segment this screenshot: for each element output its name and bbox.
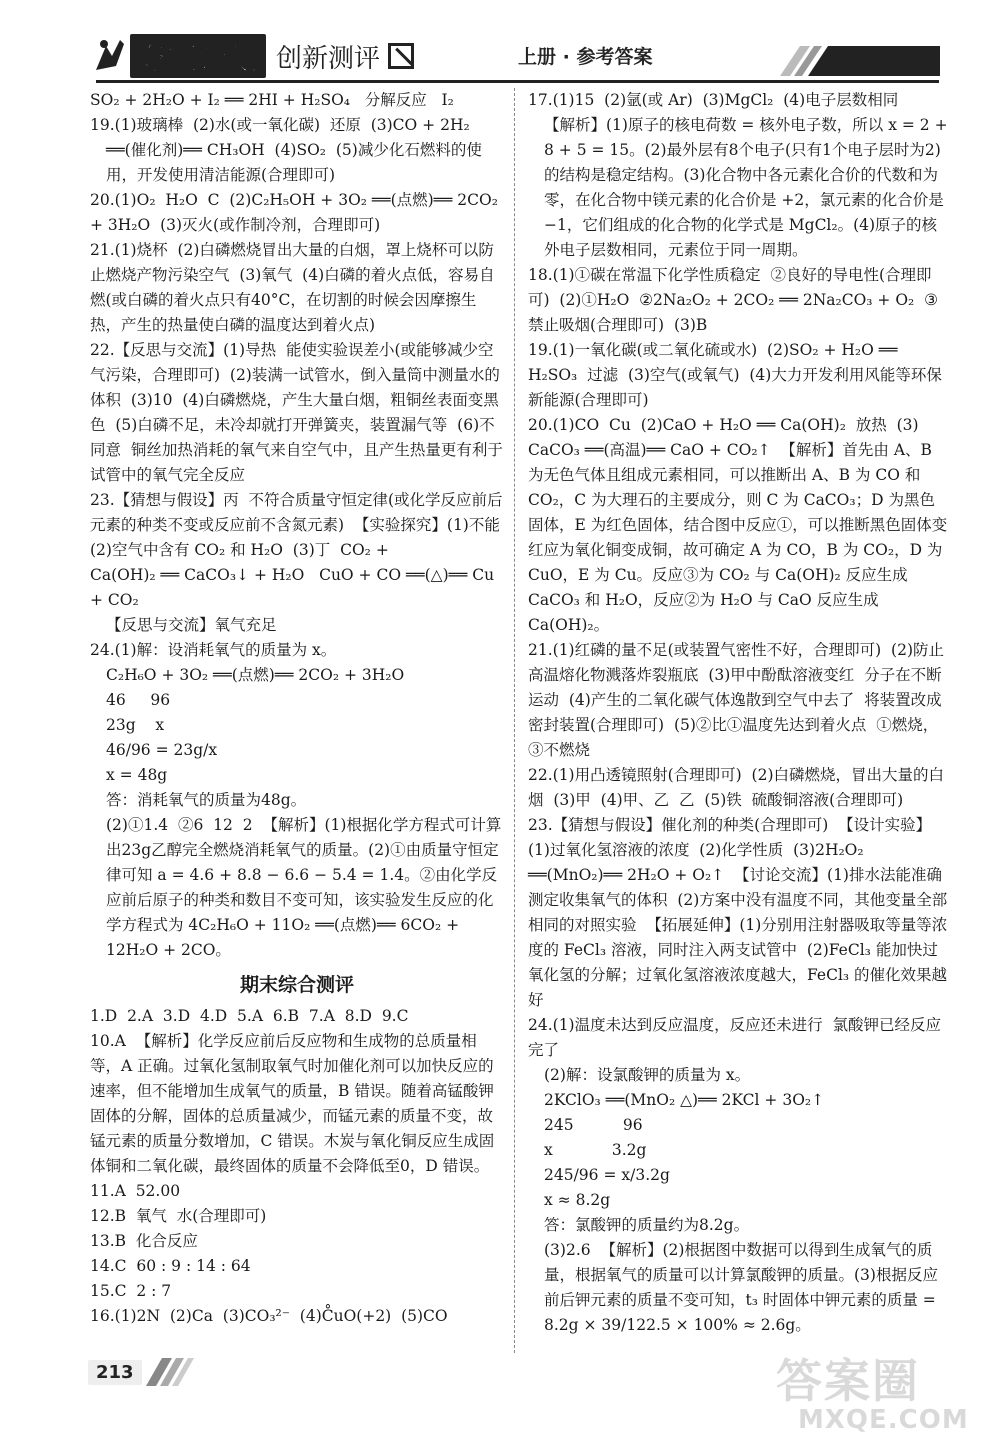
answer-11: 11.A 52.00 bbox=[90, 1182, 181, 1200]
answer-23: 23.【猜想与假设】丙 不符合质量守恒定律(或化学反应前后元素的种类不变或反应前不含氮元素) 【实验探究】(1)不能 (2)空气中含有 CO₂ 和 H₂O (3)丁 CO₂ + bbox=[90, 491, 510, 559]
watermark-text: 答案圈 bbox=[776, 1354, 920, 1408]
equation-line: Ca(OH)₂ ══ CaCO₃↓ + H₂O CuO + CO ══(△)══ Cu + CO₂ bbox=[90, 566, 500, 609]
mascot-icon bbox=[90, 36, 130, 76]
answer-22: 22.(1)用凸透镜照射(合理即可) (2)白磷燃烧，冒出大量的白烟 (3)甲 (4)甲、乙 乙 (5)铁 硫酸铜溶液(合理即可) bbox=[528, 766, 945, 809]
header-rule bbox=[96, 80, 939, 83]
answer-line: SO₂ + 2H₂O + I₂ ══ 2HI + H₂SO₄ 分解反应 I₂ bbox=[90, 91, 454, 109]
footer-stripes-icon bbox=[146, 1358, 226, 1386]
calc-line: x 3.2g bbox=[544, 1141, 647, 1159]
answer-24: 24.(1)温度未达到反应温度，反应还未进行 氯酸钾已经反应完了 bbox=[528, 1016, 941, 1059]
brand-logo bbox=[90, 36, 414, 76]
calc-line: x ≈ 8.2g bbox=[544, 1191, 611, 1209]
right-column bbox=[528, 88, 953, 1338]
page-header bbox=[0, 0, 1000, 90]
calc-answer: 答：消耗氧气的质量为48g。 bbox=[106, 791, 307, 809]
answer-23-cont: 【反思与交流】氧气充足 bbox=[106, 616, 277, 634]
answer-13: 13.B 化合反应 bbox=[90, 1232, 198, 1250]
decorative-stripes-icon bbox=[780, 46, 940, 76]
answer-23-cont: ══(MnO₂)══ 2H₂O + O₂↑ 【讨论交流】(1)排水法能准确测定收集氧气的体积 (2)方案中没有温度不同，其他变量全部相同的对照实验 【拓展延伸】(1)分别用注射器吸取等量等浓度的 FeCl₃ 溶液，同时注入两支试管中 (2)FeCl₃ 能加快过氧化氢的分解；过氧化氢溶液浓度越大，FeCl₃ 的催化效果越好 bbox=[528, 866, 948, 1009]
answer-21: 21.(1)烧杯 (2)白磷燃烧冒出大量的白烟，罩上烧杯可以防止燃烧产物污染空气 (3)氧气 (4)白磷的着火点低，容易自燃(或白磷的着火点只有40°C，在切割的时候会因摩擦生热，产生的热量使白磷的温度达到着火点) bbox=[90, 241, 495, 334]
calc-line: 46/96 = 23g/x bbox=[106, 741, 218, 759]
logo-sub-text: 创新测评 bbox=[276, 43, 381, 74]
watermark-url: MXQE.COM bbox=[798, 1405, 969, 1435]
page-footer bbox=[88, 1356, 226, 1388]
answer-20: 20.(1)CO Cu (2)CaO + H₂O ══ Ca(OH)₂ 放热 (3) bbox=[528, 416, 919, 434]
answer-19: 19.(1)玻璃棒 (2)水(或一氧化碳) 还原 (3)CO + 2H₂ bbox=[90, 116, 470, 134]
column-divider bbox=[514, 88, 515, 1353]
answer-21: 21.(1)红磷的量不足(或装置气密性不好，合理即可) (2)防止高温熔化物溅落炸裂瓶底 (3)甲中酚酞溶液变红 分子在不断运动 (4)产生的二氧化碳气体逸散到空气中去了 将装置改成密封装置(合理即可) (5)②比①温度先达到着火点 ①燃烧，③不燃烧 bbox=[528, 641, 945, 759]
answers-1-9: 1.D 2.A 3.D 4.D 5.A 6.B 7.A 8.D 9.C bbox=[90, 1007, 409, 1025]
answer-24: 24.(1)解：设消耗氧气的质量为 x。 bbox=[90, 641, 337, 659]
answer-17: 17.(1)15 (2)氩(或 Ar) (3)MgCl₂ (4)电子层数相同 bbox=[528, 91, 899, 109]
answer-24-part3: (3)2.6 【解析】(2)根据图中数据可以得到生成氧气的质量，根据氧气的质量可以计算氯酸钾的质量。(3)根据反应前后钾元素的质量不变可知，t₃ 时固体中钾元素的质量 = 8.2g × 39/122.5 × 100% ≈ 2.6g。 bbox=[544, 1241, 941, 1334]
watermark bbox=[770, 1345, 980, 1440]
answer-10: 10.A 【解析】化学反应前后反应物和生成物的总质量相等，A 正确。过氧化氢制取氧气时加催化剂可以加快反应的速率，但不能增加生成氧气的质量，B 错误。随着高锰酸钾固体的分解，固体的总质量减少，而锰元素的质量不变，故锰元素的质量分数增加，C 错误。木炭与氧化铜反应生成固体铜和二氧化碳，最终固体的质量不会降低至0，D 错误。 bbox=[90, 1032, 495, 1175]
page-number: 213 bbox=[88, 1360, 142, 1385]
answer-19: 19.(1)一氧化碳(或二氧化硫或水) (2)SO₂ + H₂O ══ H₂SO₃ 过滤 (3)空气(或氧气) (4)大力开发利用风能等环保新能源(合理即可) bbox=[528, 341, 942, 409]
calc-line: 245 96 bbox=[544, 1116, 643, 1134]
header-title: 上册 · 参考答案 bbox=[518, 46, 653, 68]
answer-22: 22.【反思与交流】(1)导热 能使实验误差小(或能够减少空气污染，合理即可) (2)装满一试管水，倒入量筒中测量水的体积 (3)10 (4)白磷燃烧，产生大量白烟，粗铜丝表面变黑色 (5)白磷不足，未冷却就打开弹簧夹，装置漏气等 (6)不同意 铜丝加热消耗的氧气来自空气中，且产生热量更有利于试管中的氧气完全反应 bbox=[90, 341, 503, 484]
checkbox-mark-icon bbox=[388, 43, 414, 69]
calc-answer: 答：氯酸钾的质量约为8.2g。 bbox=[544, 1216, 750, 1234]
left-column bbox=[90, 88, 510, 1329]
answer-20-analysis: CaCO₃ ══(高温)══ CaO + CO₂↑ 【解析】首先由 A、B 为无色气体且组成元素相同，可以推断出 A、B 为 CO 和 CO₂，C 为大理石的主要成分，则 C 为 CaCO₃；D 为黑色固体，E 为红色固体，结合图中反应①，可以推断黑色固体变红应为氧化铜变成铜，故可确定 A 为 CO，B 为 CO₂，D 为 CuO，E 为 Cu。反应③为 CO₂ 与 Ca(OH)₂ 反应生成 CaCO₃ 和 H₂O，反应②为 H₂O 与 CaO 反应生成 Ca(OH)₂。 bbox=[528, 441, 948, 634]
equation-line: 2KClO₃ ══(MnO₂ △)══ 2KCl + 3O₂↑ bbox=[544, 1091, 825, 1109]
answer-24-part2: (2)①1.4 ②6 12 2 【解析】(1)根据化学方程式可计算出23g乙醇完全燃烧消耗氧气的质量。(2)①由质量守恒定律可知 a = 4.6 + 8.8 − 6.6 − 5.4 = 1.4。②由化学反应前后原子的种类和数目不变可知，该实验发生反应的化学方程式为 4C₂H₆O + 11O₂ ══(点燃)══ 6CO₂ + 12H₂O + 2CO。 bbox=[106, 816, 502, 959]
answer-19-cont: ══(催化剂)══ CH₃OH (4)SO₂ (5)减少化石燃料的使用，开发使用清洁能源(合理即可) bbox=[106, 141, 482, 184]
calc-line: x = 48g bbox=[106, 766, 168, 784]
answer-16: 16.(1)2N (2)Ca (3)CO₃²⁻ (4)C̊uO(+2) (5)CO bbox=[90, 1307, 448, 1325]
answer-17-analysis: 【解析】(1)原子的核电荷数 = 核外电子数，所以 x = 2 + 8 + 5 = 15。(2)最外层有8个电子(只有1个电子层时为2)的结构是稳定结构。(3)化合物中各元素化合价的代数和为零，在化合物中镁元素的化合价是 +2，氯元素的化合价是 −1，它们组成的化合物的化学式是 MgCl₂。(4)原子的核外电子层数相同，元素位于同一周期。 bbox=[544, 116, 953, 259]
answer-24-part2: (2)解：设氯酸钾的质量为 x。 bbox=[544, 1066, 751, 1084]
answer-12: 12.B 氧气 水(合理即可) bbox=[90, 1207, 267, 1225]
calc-line: 23g x bbox=[106, 716, 165, 734]
answer-18: 18.(1)①碳在常温下化学性质稳定 ②良好的导电性(合理即可) (2)①H₂O ②2Na₂O₂ + 2CO₂ ══ 2Na₂CO₃ + O₂ ③禁止吸烟(合理即可) (3)B bbox=[528, 266, 939, 334]
answer-20: 20.(1)O₂ H₂O C (2)C₂H₅OH + 3O₂ ══(点燃)══ 2CO₂ + 3H₂O (3)灭火(或作制冷剂，合理即可) bbox=[90, 191, 503, 234]
answer-14: 14.C 60 : 9 : 14 : 64 bbox=[90, 1257, 251, 1275]
calc-line: 46 96 bbox=[106, 691, 171, 709]
equation-line: C₂H₆O + 3O₂ ══(点燃)══ 2CO₂ + 3H₂O bbox=[106, 666, 405, 684]
section-title: 期末综合测评 bbox=[239, 974, 354, 996]
answer-23: 23.【猜想与假设】催化剂的种类(合理即可) 【设计实验】(1)过氧化氢溶液的浓度 (2)化学性质 (3)2H₂O₂ bbox=[528, 816, 932, 859]
answer-15: 15.C 2 : 7 bbox=[90, 1282, 172, 1300]
logo-main-text: 夺冠计划 bbox=[130, 34, 266, 78]
calc-line: 245/96 = x/3.2g bbox=[544, 1166, 670, 1184]
